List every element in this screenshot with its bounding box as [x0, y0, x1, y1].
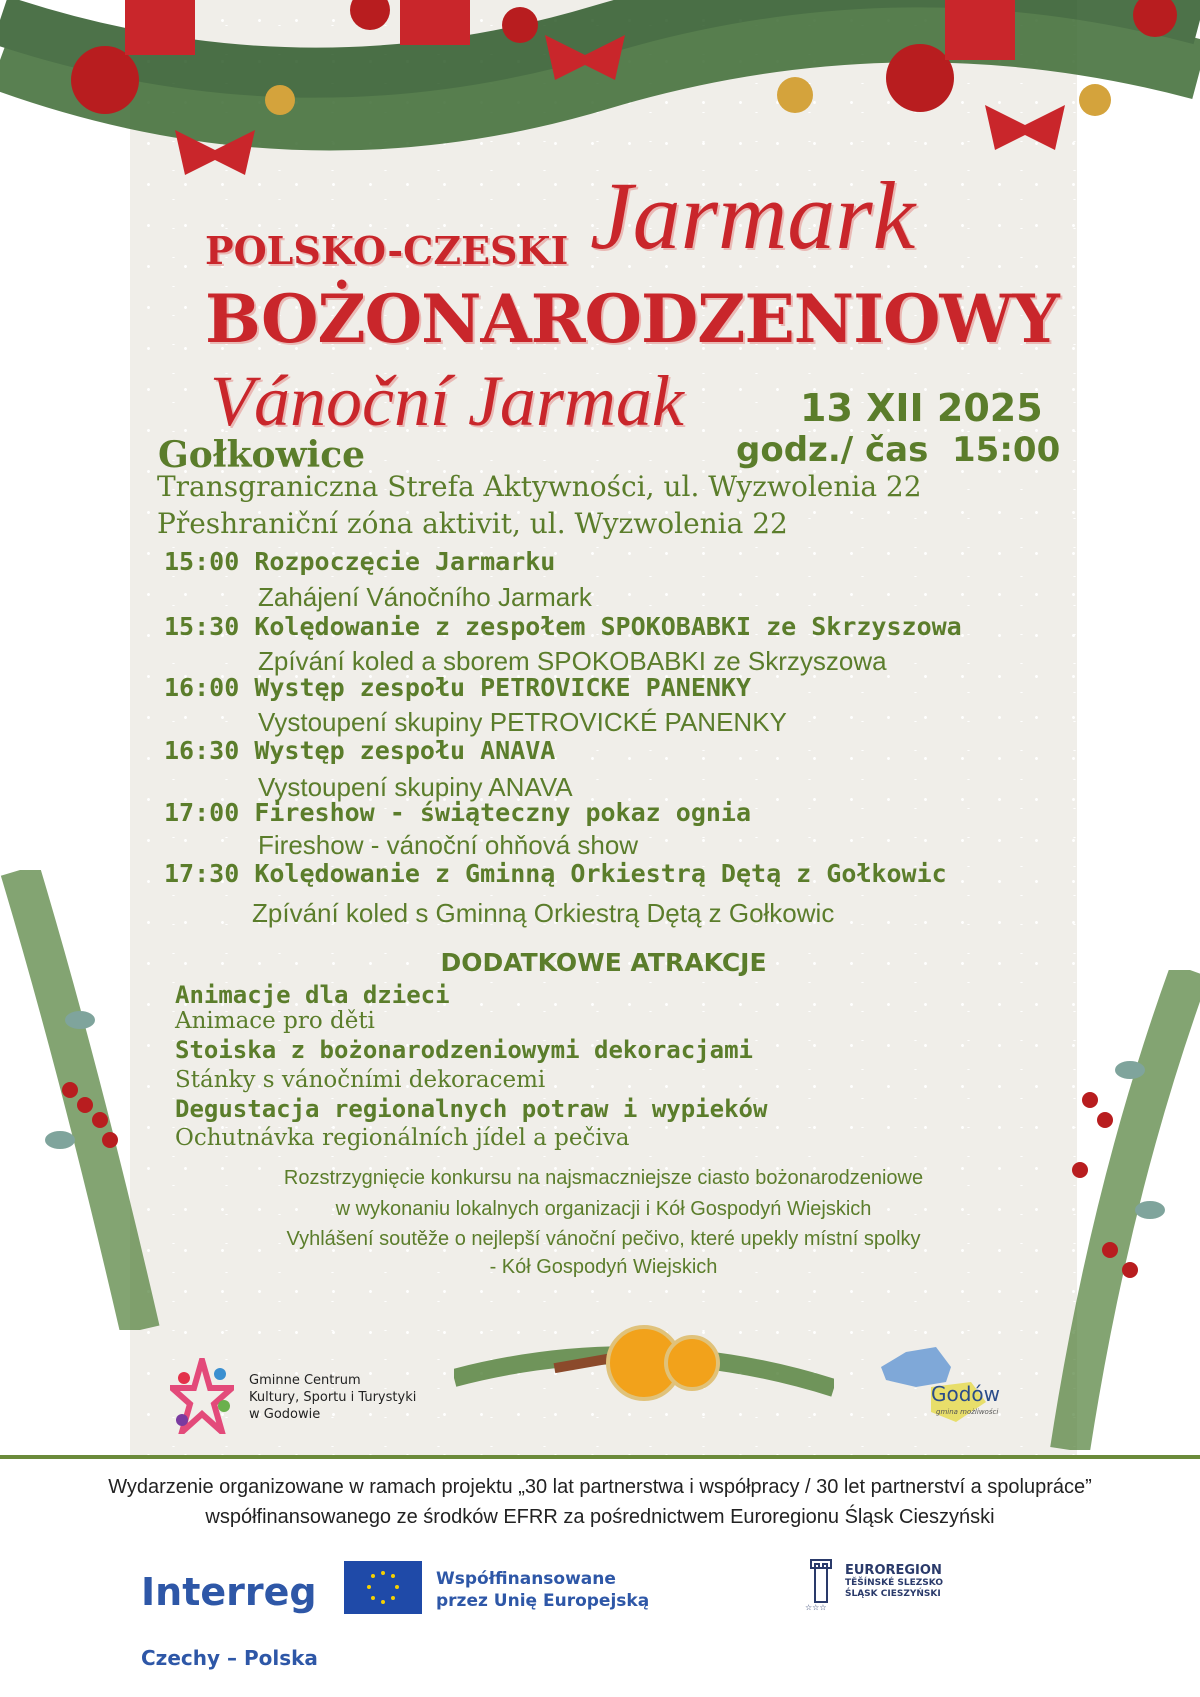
euroregion-logo-text: [845, 1563, 943, 1600]
address-cz: Přeshraniční zóna aktivit, ul. Wyzwolenia 22: [157, 507, 788, 540]
place-name: Gołkowice: [158, 434, 366, 476]
extra-item-1-pl: Stoiska z bożonarodzeniowymi dekoracjami: [175, 1036, 753, 1064]
schedule-item-2: [164, 673, 751, 702]
euroregion-tower-icon: [803, 1558, 839, 1612]
contest-line-4: - Kół Gospodyń Wiejskich: [489, 1256, 718, 1278]
extra-item-2-pl: Degustacja regionalnych potraw i wypieków: [175, 1095, 768, 1123]
schedule-item-1-cz: Zpívání koled a sborem SPOKOBABKI ze Skrzyszowa: [258, 646, 887, 676]
address-pl: Transgraniczna Strefa Aktywności, ul. Wyzwolenia 22: [157, 470, 922, 503]
godow-logo-text: Godów: [931, 1382, 1001, 1406]
footer-line-2: współfinansowanego ze środków EFRR za pośrednictwem Euroregionu Śląsk Cieszyński: [205, 1506, 995, 1528]
schedule-item-5-cz: Zpívání koled s Gminną Orkiestrą Dętą z Gołkowic: [252, 898, 835, 928]
title-pl: Występ zespołu PETROVICKE PANENKY: [254, 673, 752, 702]
title-pl: Kolędowanie z Gminną Orkiestrą Dętą z Gołkowic: [254, 859, 947, 888]
extra-item-0-cz: Animace pro děti: [175, 1008, 375, 1034]
godow-logo: [876, 1342, 1012, 1428]
godow-tagline: gmina możliwości: [936, 1408, 999, 1416]
schedule-item-1: [164, 612, 962, 641]
interreg-logo-text: Interreg: [141, 1570, 317, 1614]
contest-line-1: Rozstrzygnięcie konkursu na najsmaczniejsze ciasto bożonarodzeniowe: [283, 1167, 924, 1189]
eu-cofinance-text: [436, 1568, 649, 1612]
euroregion-title: EUROREGION: [845, 1563, 942, 1578]
event-time: godz./ čas 15:00: [736, 430, 1061, 470]
title-polsko-czeski: POLSKO-CZESKI: [205, 228, 569, 273]
gcksit-logo-icon: [170, 1358, 234, 1434]
time: 15:00: [164, 547, 240, 576]
schedule-item-3-cz: Vystoupení skupiny ANAVA: [258, 772, 573, 802]
euroregion-cz: TĚŠÍNSKÉ SLEZSKO: [845, 1578, 943, 1588]
schedule-item-4: [164, 798, 751, 827]
schedule-item-5: [164, 859, 947, 888]
time: 17:00: [164, 798, 240, 827]
gcksit-line: w Godowie: [249, 1407, 321, 1422]
schedule-item-2-cz: Vystoupení skupiny PETROVICKÉ PANENKY: [258, 707, 787, 737]
event-date: 13 XII 2025: [800, 386, 1043, 430]
title-pl: Kolędowanie z zespołem SPOKOBABKI ze Skrzyszowa: [254, 612, 962, 641]
time: 16:30: [164, 736, 240, 765]
divider: [0, 1455, 1200, 1459]
schedule-item-0-cz: Zahájení Vánočního Jarmark: [258, 582, 592, 612]
eu-flag-icon: [344, 1561, 422, 1614]
svg-text:☆☆☆: ☆☆☆: [805, 1603, 827, 1612]
extra-item-1-cz: Stánky s vánočními dekoracemi: [175, 1067, 546, 1093]
schedule-item-4-cz: Fireshow - vánoční ohňová show: [258, 830, 639, 860]
footer-line-1: Wydarzenie organizowane w ramach projektu „30 lat partnerstwa i współpracy / 30 let partnerství a spolupráce”: [108, 1476, 1092, 1498]
euroregion-pl: ŚLĄSK CIESZYŃSKI: [845, 1589, 941, 1599]
schedule-item-3: [164, 736, 555, 765]
gcksit-line: Gminne Centrum: [249, 1373, 361, 1388]
time: 17:30: [164, 859, 240, 888]
contest-line-3: Vyhlášení soutěže o nejlepší vánoční pečivo, které upekly místní spolky: [286, 1228, 921, 1250]
time: 15:30: [164, 612, 240, 641]
title-pl: Rozpoczęcie Jarmarku: [254, 547, 556, 576]
extra-item-2-cz: Ochutnávka regionálních jídel a pečiva: [175, 1125, 630, 1151]
title-bozonarodzeniowy: BOŻONARODZENIOWY: [205, 280, 1059, 358]
title-jarmark-script: Jarmark: [590, 162, 916, 269]
schedule-item-0: [164, 547, 555, 576]
gcksit-logo-text: [249, 1372, 416, 1423]
title-pl: Fireshow - świąteczny pokaz ognia: [254, 798, 752, 827]
interreg-subtitle: Czechy – Polska: [141, 1646, 318, 1670]
orange-slices-decoration: [454, 1288, 834, 1428]
time: 16:00: [164, 673, 240, 702]
eu-line: Współfinansowane: [436, 1569, 616, 1589]
title-vanocni-jarmak: Vánoční Jarmak: [210, 361, 684, 441]
contest-line-2: w wykonaniu lokalnych organizacji i Kół Gospodyń Wiejskich: [335, 1198, 872, 1220]
extras-heading: DODATKOWE ATRAKCJE: [440, 948, 767, 977]
title-pl: Występ zespołu ANAVA: [254, 736, 556, 765]
gcksit-line: Kultury, Sportu i Turystyki: [249, 1390, 417, 1405]
extra-item-0-pl: Animacje dla dzieci: [175, 981, 450, 1009]
eu-line: przez Unię Europejską: [436, 1591, 650, 1611]
